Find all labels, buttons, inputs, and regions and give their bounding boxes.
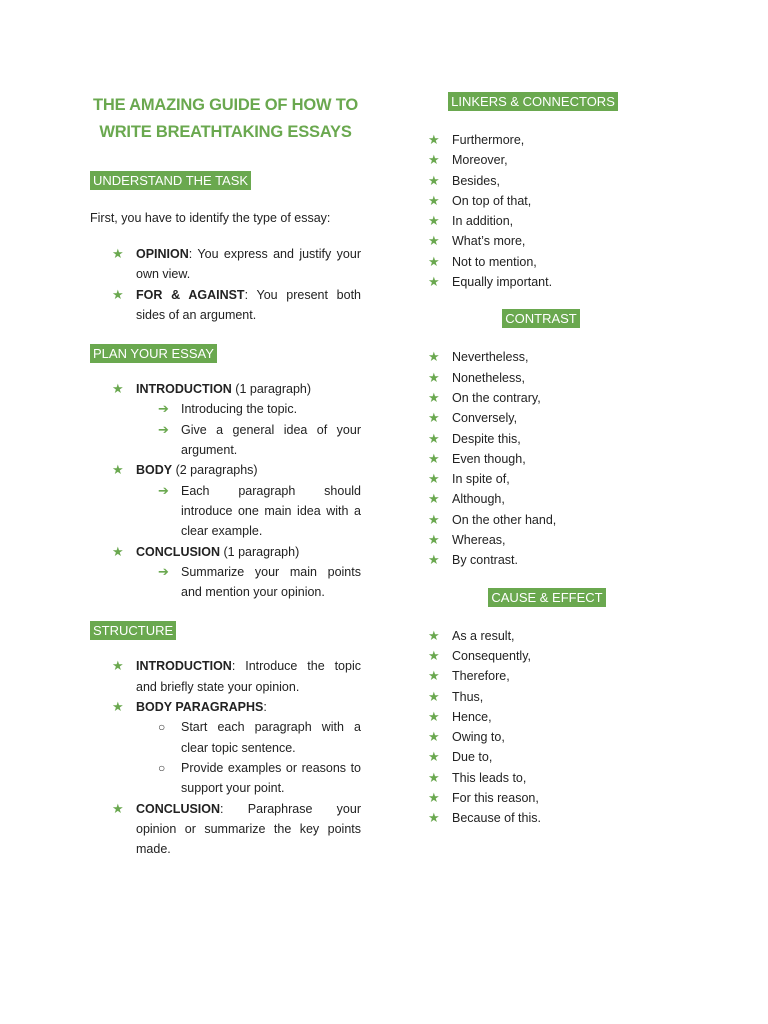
arrow-bullet-icon: ➔ [158,482,169,498]
cause-item [428,808,638,828]
cause-item [428,788,638,808]
star-bullet-icon: ★ [428,647,440,663]
star-bullet-icon: ★ [428,769,440,785]
cause-item-text: As a result, [452,628,515,643]
cause-item [428,707,638,727]
star-bullet-icon: ★ [428,471,440,487]
plan-item [90,542,361,603]
plan-subitem [136,420,361,461]
structure-item-term: BODY PARAGRAPHS [136,700,264,715]
star-bullet-icon: ★ [112,699,124,715]
linkers-heading: LINKERS & CONNECTORS [448,92,618,111]
star-bullet-icon: ★ [112,381,124,397]
structure-item-text: : [263,700,267,715]
cause-item [428,646,638,666]
contrast-item-text: By contrast. [452,553,518,568]
linkers-item-text: Equally important. [452,275,553,290]
star-bullet-icon: ★ [428,349,440,365]
star-bullet-icon: ★ [428,450,440,466]
cause-item-text: Due to, [452,750,493,765]
cause-item-text: Therefore, [452,669,510,684]
contrast-item-text: Although, [452,492,505,507]
star-bullet-icon: ★ [428,790,440,806]
star-bullet-icon: ★ [112,800,124,816]
cause-item [428,768,638,788]
star-bullet-icon: ★ [428,668,440,684]
contrast-item [428,368,638,388]
contrast-item-text: Nevertheless, [452,350,529,365]
linkers-item [428,252,638,272]
contrast-item-text: Whereas, [452,533,506,548]
star-bullet-icon: ★ [428,132,440,147]
plan-item [90,460,361,541]
cause-item [428,626,638,646]
understand-list [90,244,361,325]
linkers-list [428,130,638,292]
star-bullet-icon: ★ [112,246,124,261]
plan-item-text: (1 paragraph) [231,382,312,397]
cause-item-text: Thus, [452,689,484,704]
star-bullet-icon: ★ [112,286,124,302]
star-bullet-icon: ★ [428,552,440,568]
cause-item-text: Hence, [452,709,492,724]
contrast-item [428,489,638,509]
plan-list [90,379,361,602]
structure-sublist [136,717,361,798]
plan-item-text: (2 paragraphs) [172,463,258,478]
structure-list [90,656,361,859]
cause-item-text: Because of this. [452,811,541,826]
linkers-item-text: In addition, [452,214,514,229]
plan-item-text: (1 paragraph) [220,544,300,559]
star-bullet-icon: ★ [428,729,440,745]
cause-item-text: For this reason, [452,791,539,806]
star-bullet-icon: ★ [428,532,440,548]
star-bullet-icon: ★ [428,152,440,168]
structure-subitem-text: Provide examples or reasons to support your point. [181,760,361,796]
plan-subitem-text: Each paragraph should introduce one main idea with a clear example. [181,483,361,539]
understand-intro: First, you have to identify the type of essay: [90,211,331,225]
plan-subitem [136,481,361,542]
left-column [90,0,361,859]
understand-item-text: : You present both sides of an argument. [136,287,361,322]
plan-item-term: CONCLUSION [136,544,221,559]
structure-subitem [136,758,361,799]
plan-item-term: INTRODUCTION [136,382,232,397]
linkers-item [428,272,638,292]
star-bullet-icon: ★ [428,192,440,208]
contrast-item-text: Despite this, [452,431,521,446]
plan-item [90,379,361,460]
linkers-item [428,150,638,170]
plan-sublist [136,481,361,542]
understand-item-term: FOR & AGAINST [136,287,245,302]
contrast-item [428,347,638,367]
structure-item [90,799,361,860]
linkers-item [428,191,638,211]
structure-item-term: CONCLUSION [136,801,221,816]
plan-section [90,344,361,363]
structure-item [90,697,361,798]
plan-sublist [136,399,361,460]
cause-list [428,626,638,829]
structure-item-text: : Introduce the topic and briefly state your opinion. [136,659,361,694]
understand-section [90,171,361,190]
plan-sublist [136,562,361,603]
contrast-item-text: Even though, [452,451,526,466]
understand-heading: UNDERSTAND THE TASK [90,171,251,190]
right-column [428,0,638,829]
linkers-item [428,171,638,191]
circle-bullet-icon: ○ [158,720,166,735]
cause-item-text: Consequently, [452,648,531,663]
linkers-item-text: Besides, [452,173,500,188]
star-bullet-icon: ★ [112,462,124,478]
star-bullet-icon: ★ [428,389,440,405]
cause-heading: CAUSE & EFFECT [488,588,605,607]
star-bullet-icon: ★ [428,708,440,724]
star-bullet-icon: ★ [112,658,124,674]
cause-item-text: This leads to, [452,770,527,785]
structure-item [90,656,361,697]
contrast-item [428,469,638,489]
understand-item [90,285,361,326]
structure-section [90,621,361,640]
star-bullet-icon: ★ [428,491,440,507]
linkers-item-text: Moreover, [452,153,508,168]
contrast-item-text: On the other hand, [452,512,557,527]
plan-item-term: BODY [136,463,173,478]
contrast-heading: CONTRAST [502,309,580,328]
star-bullet-icon: ★ [428,810,440,826]
contrast-item-text: In spite of, [452,472,510,487]
star-bullet-icon: ★ [428,274,440,290]
linkers-item [428,211,638,231]
contrast-item [428,449,638,469]
contrast-item [428,530,638,550]
plan-subitem-text: Give a general idea of your argument. [181,422,361,458]
understand-item [90,244,361,285]
contrast-item-text: On the contrary, [452,390,541,405]
structure-subitem [136,717,361,758]
linkers-item-text: Furthermore, [452,133,525,147]
star-bullet-icon: ★ [112,543,124,559]
star-bullet-icon: ★ [428,511,440,527]
plan-subitem-text: Summarize your main points and mention your opinion. [181,564,361,600]
star-bullet-icon: ★ [428,627,440,643]
structure-item-term: INTRODUCTION [136,659,232,674]
plan-heading: PLAN YOUR ESSAY [90,344,217,363]
cause-item [428,747,638,767]
cause-section [428,588,638,607]
understand-item-term: OPINION [136,247,189,261]
star-bullet-icon: ★ [428,430,440,446]
contrast-item [428,408,638,428]
structure-subitem-text: Start each paragraph with a clear topic sentence. [181,720,361,755]
star-bullet-icon: ★ [428,213,440,229]
star-bullet-icon: ★ [428,369,440,385]
plan-subitem-text: Introducing the topic. [181,402,298,417]
star-bullet-icon: ★ [428,253,440,269]
plan-subitem [136,399,361,419]
cause-item [428,666,638,686]
page-title: THE AMAZING GUIDE OF HOW TO WRITE BREATHTAKING ESSAYS [92,96,358,141]
arrow-bullet-icon: ➔ [158,401,169,417]
star-bullet-icon: ★ [428,410,440,426]
star-bullet-icon: ★ [428,172,440,188]
contrast-section [428,309,638,328]
linkers-item-text: Not to mention, [452,254,537,269]
linkers-item-text: On top of that, [452,193,532,208]
arrow-bullet-icon: ➔ [158,421,169,437]
understand-item-text: : You express and justify your own view. [136,247,361,282]
star-bullet-icon: ★ [428,688,440,704]
linkers-item [428,130,638,150]
contrast-item [428,510,638,530]
contrast-item [428,388,638,408]
contrast-item [428,429,638,449]
linkers-section [428,92,638,111]
structure-heading: STRUCTURE [90,621,176,640]
arrow-bullet-icon: ➔ [158,563,169,579]
cause-item [428,687,638,707]
star-bullet-icon: ★ [428,749,440,765]
contrast-item [428,550,638,570]
linkers-item-text: What’s more, [452,234,526,249]
contrast-item-text: Nonetheless, [452,370,525,385]
cause-item [428,727,638,747]
structure-item-text: : Paraphrase your opinion or summarize the key points made. [136,801,361,857]
star-bullet-icon: ★ [428,233,440,249]
circle-bullet-icon: ○ [158,760,166,775]
plan-subitem [136,562,361,603]
contrast-item-text: Conversely, [452,411,518,426]
cause-item-text: Owing to, [452,730,505,745]
contrast-list [428,347,638,570]
linkers-item [428,231,638,251]
